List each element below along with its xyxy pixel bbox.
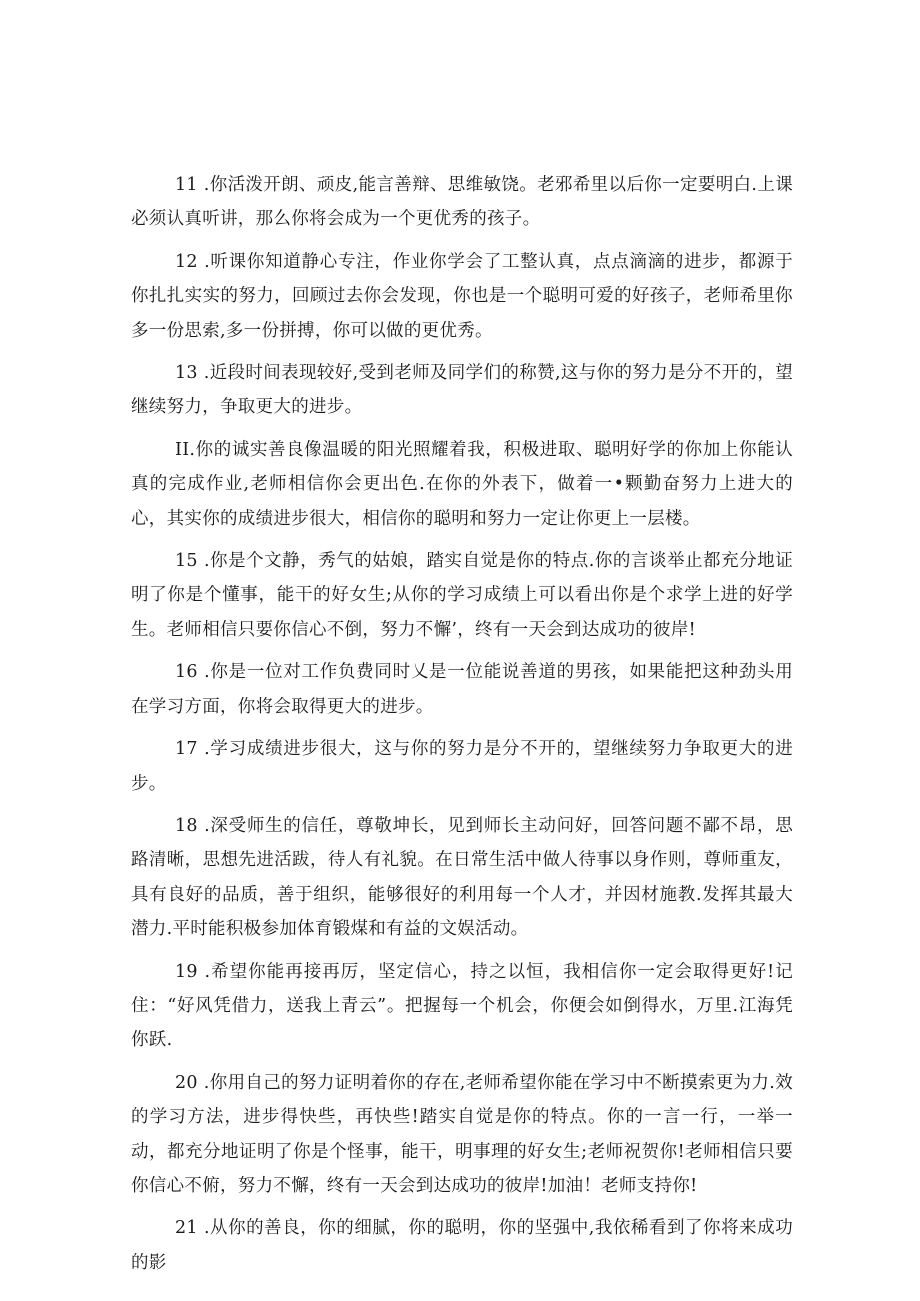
paragraph-15: 15 .你是个文静，秀气的姑娘，踏实自觉是你的特点.你的言谈举止都充分地证明了你是个懂事，能干的好女生;从你的学习成绩上可以看出你是个求学上进的好学生。老师相信只要你信心不倒，努力不懈’，终有一天会到达成功的彼岸! bbox=[131, 551, 793, 640]
paragraph-16: 16 .你是一位对工作负费同时乂是一位能说善道的男孩，如果能把这种劲头用在学习方面，你将会取得更大的进步。 bbox=[131, 662, 793, 717]
document-body bbox=[131, 168, 793, 1288]
paragraph-13: 13 .近段时间表现较好,受到老师及同学们的称赞,这与你的努力是分不开的，望继续努力，争取更大的进步。 bbox=[131, 363, 793, 418]
paragraph-21: 21 .从你的善良，你的细腻，你的聪明，你的坚强中,我依稀看到了你将来成功的影 bbox=[131, 1218, 793, 1273]
paragraph-19: 19 .希望你能再接再厉，坚定信心，持之以恒，我相信你一定会取得更好!记住：“好风凭借力，送我上青云”。把握每一个机会，你便会如倒得水，万里.江海凭你跃. bbox=[131, 961, 793, 1051]
paragraph-18: 18 .深受师生的信任，尊敬坤长，见到师长主动问好，回答问题不鄙不昂，思路清晰，思想先进活跋，待人有礼貌。在日常生活中做人待事以身作则，尊师重友，具有良好的品质，善于组织，能够很好的利用每一个人才，并因材施教.发挥其最大潜力.平时能积极参加体育锻煤和有益的文娱活动。 bbox=[131, 815, 793, 940]
paragraph-12: 12 .听课你知道静心专注，作业你学会了工整认真，点点滴滴的进步，都源于你扎扎实实的努力，回顾过去你会发现，你也是一个聪明可爱的好孩子，老师希里你多一份思索,多一份拼搏，你可以做的更优秀。 bbox=[131, 251, 793, 341]
paragraph-11: 11 .你活泼开朗、顽皮,能言善辩、思维敏饶。老邪希里以后你一定要明白.上课必须认真听讲，那么你将会成为一个更优秀的孩子。 bbox=[131, 175, 793, 230]
paragraph-20: 20 .你用自己的努力证明着你的存在,老师希望你能在学习中不断摸索更为力.效的学习方法，进步得快些，再快些!踏实自觉是你的特点。你的一言一行，一举一动，都充分地证明了你是个怪事，能干，明事理的好女生;老师祝贺你!老师相信只要你信心不俯，努力不懈，终有一天会到达成功的彼岸!加油！老师支持你! bbox=[131, 1072, 793, 1196]
paragraph-14: II.你的诚实善良像温暖的阳光照耀着我，积极进取、聪明好学的你加上你能认真的完成作业,老师相信你会更出色.在你的外表下，做着一•颗勤奋努力上进大的心，其实你的成绩进步很大，相信你的聪明和努力一定让你更上一层楼。 bbox=[131, 439, 793, 529]
paragraph-17: 17 .学习成绩进步很大，这与你的努力是分不开的，望继续努力争取更大的进步。 bbox=[131, 739, 793, 794]
